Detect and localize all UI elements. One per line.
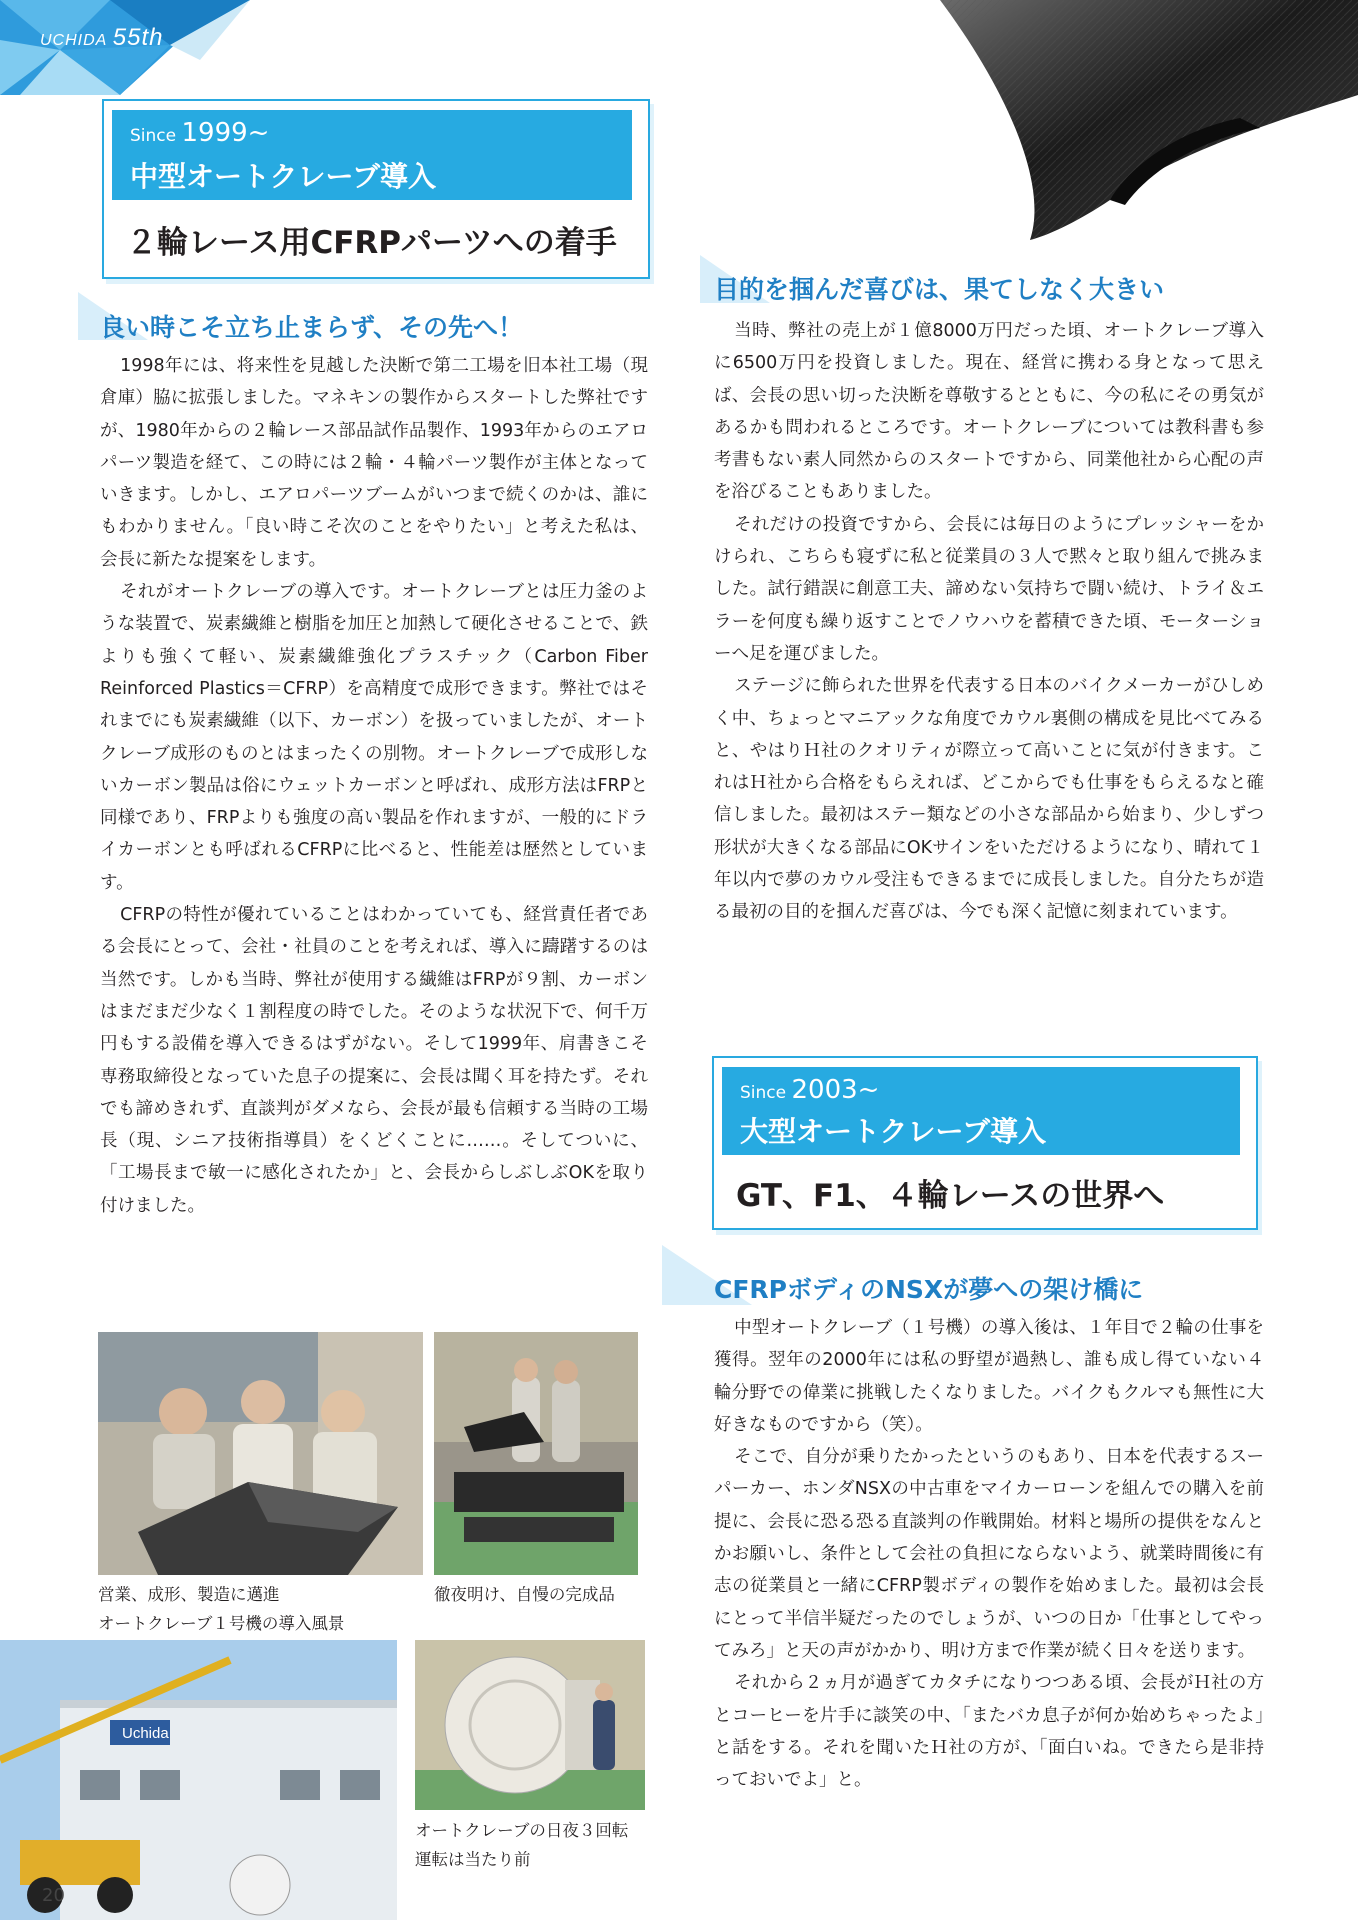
left-heading: 良い時こそ立ち止まらず、その先へ！ [100,313,524,342]
page-number: 20 [42,1885,65,1906]
paragraph: CFRPの特性が優れていることはわかっていても、経営責任者である会長にとって、会社・社員のことを考えれば、導入に躊躇するのは当然です。しかも当時、弊社が使用する繊維はFRPが９割、カーボンはまだまだ少なく１割程度の時でした。そのような状況下で、何千万円もする設備を導入できるはずがない。そして1999年、肩書きこそ専務取締役となっていた息子の提案に、会長は聞く耳を持たず。それでも諦めきれず、直談判がダメなら、会長が最も信頼する当時の工場長（現、シニア技術指導員）をくどくことに……。そしてついに、「工場長まで敏一に感化されたか」と、会長からしぶしぶOKを取り付けました。 [100,905,648,1216]
since-label [740,1075,879,1105]
factory-building-photo [0,1640,397,1920]
brand-anniversary: 55th [112,24,164,51]
caption-line: オートクレーブ１号機の導入風景 [98,1614,345,1633]
right-body-text-2 [714,1312,1264,1796]
caption-team [98,1580,344,1638]
paragraph: 1998年には、将来性を見越した決断で第二工場を旧本社工場（現倉庫）脇に拡張しました。マネキンの製作からスタートした弊社ですが、1980年からの２輪レース部品試作品製作、1993年からのエアロパーツ製造を経て、この時には２輪・４輪パーツ製作が主体となっていきます。しかし、エアロパーツブームがいつまで続くのかは、誰にもわかりません。「良い時こそ次のことをやりたい」と考えた私は、会長に新たな提案をします。 [100,356,648,570]
paragraph: それがオートクレーブの導入です。オートクレーブとは圧力釜のような装置で、炭素繊維と樹脂を加圧と加熱して硬化させることで、鉄よりも強くて軽い、炭素繊維強化プラスチック（Carbon Fiber Reinforced Plastics＝CFRP）を高精度で成形できます。弊社ではそれまでにも炭素繊維（以下、カーボン）を扱っていましたが、オートクレーブ成形のものとはまったくの別物。オートクレーブで成形しないカーボン製品は俗にウェットカーボンと呼ばれ、成形方法はFRPと同様であり、FRPよりも強度の高い製品を作れますが、一般的にドライカーボンとも呼ばれるCFRPに比べると、性能差は歴然としています。 [100,582,648,893]
section-1999-box [102,99,650,279]
section-subtitle: ２輪レース用CFRPパーツへの着手 [126,225,617,261]
paragraph: 中型オートクレーブ（１号機）の導入後は、１年目で２輪の仕事を獲得。翌年の2000年には私の野望が過熱し、誰も成し得ていない４輪分野での偉業に挑戦したくなりました。バイクもクルマも無性に大好きなものですから（笑）。 [714,1318,1264,1435]
since-year: 1999~ [181,118,270,148]
section-1999-header [112,110,632,200]
caption-autoclave [415,1816,628,1874]
since-year: 2003~ [791,1075,880,1105]
caption-line: オートクレーブの日夜３回転 [415,1821,629,1840]
right-body-text-1 [714,315,1264,929]
right-heading-1: 目的を掴んだ喜びは、果てしなく大きい [714,275,1165,304]
paragraph: そこで、自分が乗りたかったというのもあり、日本を代表するスーパーカー、ホンダNSXの中古車をマイカーローンを組んでの購入を前提に、会長に恐る恐る直談判の作戦開始。材料と場所の提供をなんとかお願いし、条件として会社の負担にならないよう、就業時間後に有志の従業員と一緒にCFRP製ボディの製作を始めました。最初は会長にとって半信半疑だったのでしょうが、いつの日か「仕事としてやってみろ」と天の声がかかり、明け方まで作業が続く日々を送ります。 [714,1447,1264,1661]
left-body-text [100,350,648,1222]
since-text: Since [130,126,177,146]
carbon-wing-image [880,0,1358,240]
section-title: 中型オートクレーブ導入 [130,160,437,193]
section-2003-box [712,1056,1258,1230]
since-label [130,118,269,148]
brand-logo [40,24,164,52]
paragraph: 当時、弊社の売上が１億8000万円だった頃、オートクレーブ導入に6500万円を投資しました。現在、経営に携わる身となって思えば、会長の思い切った決断を尊敬するとともに、今の私にその勇気があるかも問われるところです。オートクレーブについては教科書も参考書もない素人同然からのスタートですから、同業他社から心配の声を浴びることもありました。 [714,321,1264,503]
team-photo [98,1332,423,1575]
paragraph: それから２ヵ月が過ぎてカタチになりつつある頃、会長がＨ社の方とコーヒーを片手に談笑の中、「またバカ息子が何か始めちゃったよ」と話をする。それを聞いたＨ社の方が、「面白いね。できたら是非持っておいでよ」と。 [714,1673,1264,1791]
building-sign-text: Uchida [122,1725,169,1742]
brand-name: UCHIDA [40,32,108,49]
since-text: Since [740,1083,787,1103]
caption-product: 徹夜明け、自慢の完成品 [434,1585,615,1604]
section-title: 大型オートクレーブ導入 [740,1115,1047,1148]
section-2003-header [722,1067,1240,1155]
caption-line: 営業、成形、製造に邁進 [98,1585,280,1604]
paragraph: ステージに飾られた世界を代表する日本のバイクメーカーがひしめく中、ちょっとマニアックな角度でカウル裏側の構成を見比べてみると、やはりＨ社のクオリティが際立って高いことに気が付きます。これはＨ社から合格をもらえれば、どこからでも仕事をもらえるなと確信しました。最初はステー類などの小さな部品から始まり、少しずつ形状が大きくなる部品にOKサインをいただけるようになり、晴れて１年以内で夢のカウル受注もできるまでに成長しました。自分たちが造る最初の目的を掴んだ喜びは、今でも深く記憶に刻まれています。 [714,676,1264,923]
caption-line: 運転は当たり前 [415,1850,531,1869]
right-heading-2: CFRPボディのNSXが夢への架け橋に [714,1275,1144,1304]
autoclave-photo [415,1640,645,1810]
paragraph: それだけの投資ですから、会長には毎日のようにプレッシャーをかけられ、こちらも寝ずに私と従業員の３人で黙々と取り組んで挑みました。試行錯誤に創意工夫、諦めない気持ちで闘い続け、トライ＆エラーを何度も繰り返すことでノウハウを蓄積できた頃、モーターショーへ足を運びました。 [714,514,1264,664]
completed-product-photo [434,1332,638,1575]
section-subtitle: GT、F1、４輪レースの世界へ [736,1178,1165,1214]
